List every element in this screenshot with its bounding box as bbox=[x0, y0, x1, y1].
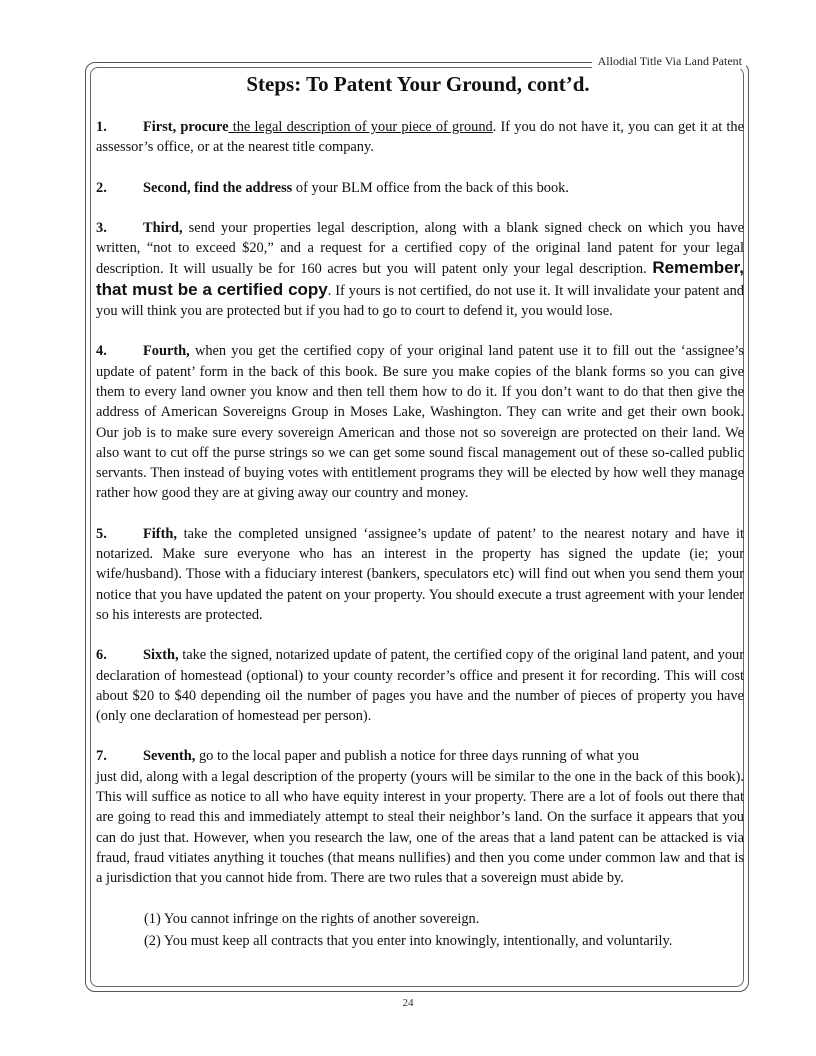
step-text: of your BLM office from the back of this book. bbox=[292, 179, 569, 196]
running-header: Allodial Title Via Land Patent bbox=[592, 54, 746, 69]
step-text: go to the local paper and publish a notice for three days running of what you bbox=[195, 748, 639, 765]
step-lead: Fifth, bbox=[143, 525, 177, 542]
step-lead: Fourth, bbox=[143, 343, 190, 360]
rule-2: (2) You must keep all contracts that you enter into knowingly, intentionally, and voluntarily. bbox=[144, 932, 673, 949]
rule-1: (1) You cannot infringe on the rights of another sovereign. bbox=[144, 910, 480, 927]
step-number: 6. bbox=[96, 647, 107, 664]
step-3 bbox=[96, 218, 744, 321]
step-7-continued bbox=[96, 767, 744, 889]
step-7 bbox=[96, 746, 744, 766]
step-lead: Sixth, bbox=[143, 647, 179, 664]
step-6 bbox=[96, 645, 744, 726]
steps-body bbox=[96, 117, 744, 953]
step-1 bbox=[96, 117, 744, 158]
step-number: 5. bbox=[96, 525, 107, 542]
step-text: take the completed unsigned ‘assignee’s update of patent’ to the nearest notary and have it notarized. Make sure everyone who has an interest in the property has signed the update (ie; your wife/husband). Those with a fiduciary interest (bankers, speculators etc) will find out when you send them your notice that you have updated the patent on your property. You should execute a trust agreement with your lender so his interests are protected. bbox=[96, 525, 744, 623]
step-number: 7. bbox=[96, 748, 107, 765]
step-text: send your properties legal description, along with a blank signed check on which you have written, “not to exceed $20,” and a request for a certified copy of the original land patent for your legal description. It will usually be for 160 acres but you will patent only your legal description. bbox=[96, 219, 744, 278]
step-number: 4. bbox=[96, 343, 107, 360]
step-underlined-text: the legal description of your piece of ground bbox=[228, 119, 493, 135]
step-4 bbox=[96, 341, 744, 503]
step-number: 2. bbox=[96, 179, 107, 196]
step-text: . If you do not have it, you can get it at the assessor’s office, or at the nearest title company. bbox=[96, 119, 745, 156]
step-lead: Second, find the address bbox=[143, 179, 293, 196]
step-text-continued: . If yours is not certified, do not use it. It will invalidate your patent and you will think you are protected but if you had to go to court to defend it, you would lose. bbox=[96, 282, 744, 320]
page-title: Steps: To Patent Your Ground, cont’d. bbox=[246, 72, 590, 96]
step-number: 1. bbox=[96, 119, 107, 135]
step-text: when you get the certified copy of your original land patent use it to fill out the ‘assignee’s update of patent’ form in the back of this book. Be sure you make copies of the blank forms so you can give them to every land owner you know and then tell them how to do it. If you don’t want to do that then give the address of American Sovereigns Group in Moses Lake, Washington. They can write and get their own book. Our job is to make sure every sovereign American and those not so sovereign are protected on their land. We also want to cut off the purse strings so we can get some sound fiscal management out of these so-called public servants. Then instead of buying votes with entitlement programs they will be elected by how well they manage rather how good they are at giving away our country and money. bbox=[96, 343, 744, 502]
step-text-continued: just did, along with a legal description of the property (yours will be similar to the one in the back of this book). This will suffice as notice to all who have equity interest in your property. There are a lot of fools out there that are going to read this and immediately attempt to steal their neighbor’s land. On the surface it appears that you can do just that. However, when you research the law, one of the areas that a land patent can be attacked is via fraud, fraud vitiates anything it touches (that means nullifies) and then you come under common law and that is a jurisdiction that you cannot hide from. There are two rules that a sovereign must abide by. bbox=[96, 768, 744, 887]
step-lead: First, procure bbox=[143, 119, 229, 135]
step-text: take the signed, notarized update of patent, the certified copy of the original land patent, and your declaration of homestead (optional) to your county recorder’s office and present it for recording. This will cost about $20 to $40 depending oil the number of pages you have and the number of pieces of property you have (only one declaration of homestead per person). bbox=[96, 647, 744, 725]
step-lead: Third, bbox=[143, 219, 183, 236]
step-emphasis: Remember, that must be a certified copy bbox=[96, 258, 744, 299]
step-lead: Seventh, bbox=[143, 748, 196, 765]
step-2 bbox=[96, 178, 744, 198]
page-number: 24 bbox=[402, 997, 414, 1009]
step-5 bbox=[96, 524, 744, 625]
step-number: 3. bbox=[96, 219, 107, 236]
